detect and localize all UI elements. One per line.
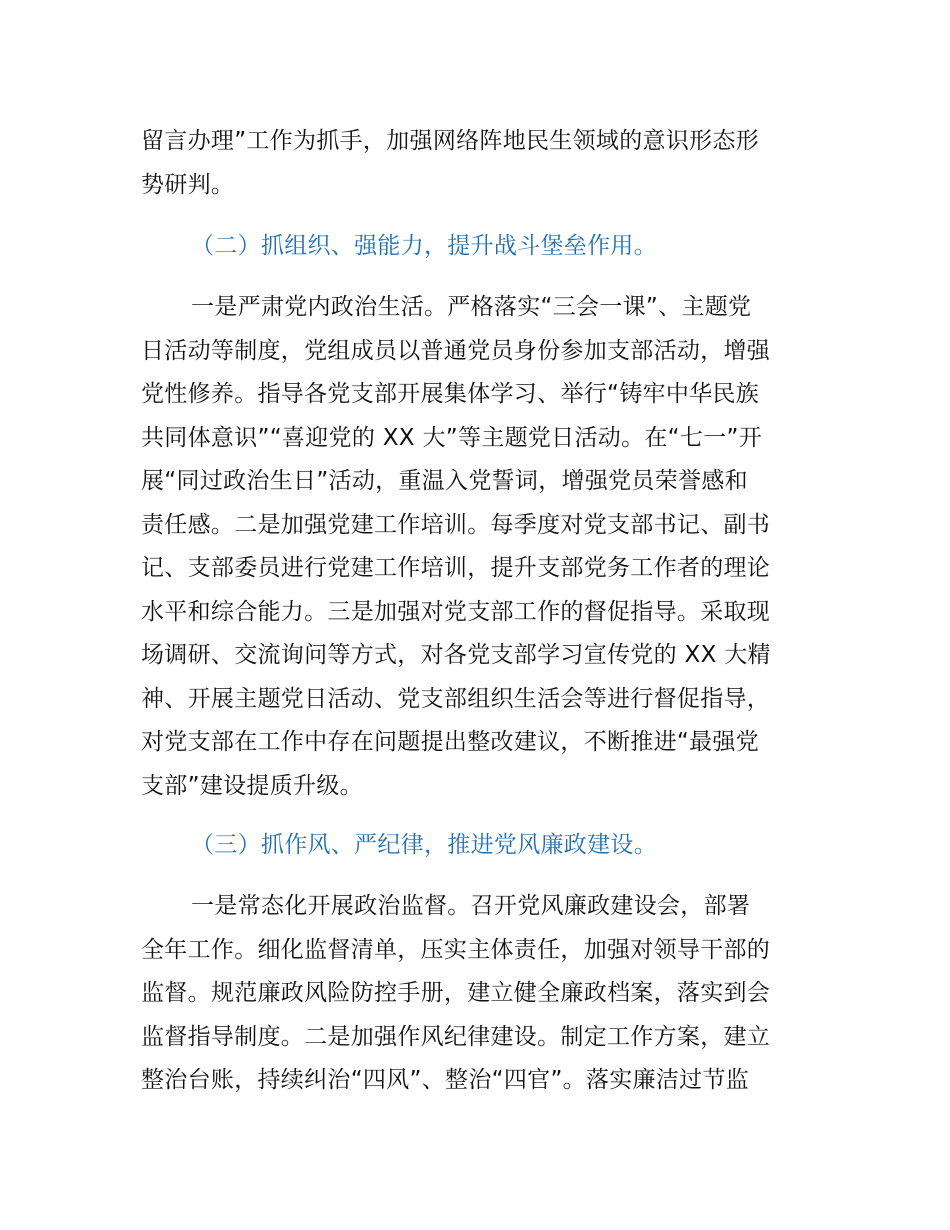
section-heading: （三）抓作风、严纪律，推进党风廉政建设。: [191, 832, 657, 858]
paragraph-line: 监督指导制度。二是加强作风纪律建设。制定工作方案，建立: [141, 1024, 771, 1050]
paragraph-line: 支部”建设提质升级。: [141, 773, 363, 799]
paragraph-line: 势研判。: [141, 172, 235, 198]
paragraph-line: 整治台账，持续纠治“四风”、整治“四官”。落实廉洁过节监: [141, 1067, 750, 1093]
paragraph-line: 对党支部在工作中存在问题提出整改建议，不断推进“最强党: [141, 729, 760, 755]
paragraph-line: 记、支部委员进行党建工作培训，提升支部党务工作者的理论: [141, 555, 771, 581]
paragraph-line: 展“同过政治生日”活动，重温入党誓词，增强党员荣誉感和: [141, 468, 748, 494]
paragraph-line: 一是严肃党内政治生活。严格落实“三会一课”、主题党: [191, 294, 752, 320]
paragraph-line: 日活动等制度，党组成员以普通党员身份参加支部活动，增强: [141, 338, 771, 364]
paragraph-line: 共同体意识”“喜迎党的 XX 大”等主题党日活动。在“七一”开: [141, 425, 763, 451]
paragraph-line: 监督。规范廉政风险防控手册，建立健全廉政档案，落实到会: [141, 980, 771, 1006]
paragraph-line: 党性修养。指导各党支部开展集体学习、举行“铸牢中华民族: [141, 381, 760, 407]
paragraph-line: 留言办理”工作为抓手，加强网络阵地民生领域的意识形态形: [141, 128, 760, 154]
section-heading: （二）抓组织、强能力，提升战斗堡垒作用。: [191, 233, 657, 259]
paragraph-line: 水平和综合能力。三是加强对党支部工作的督促指导。采取现: [141, 599, 771, 625]
paragraph-line: 场调研、交流询问等方式，对各党支部学习宣传党的 XX 大精: [141, 642, 771, 668]
paragraph-line: 全年工作。细化监督清单，压实主体责任，加强对领导干部的: [141, 937, 771, 963]
paragraph-line: 一是常态化开展政治监督。召开党风廉政建设会，部署: [191, 893, 751, 919]
paragraph-line: 神、开展主题党日活动、党支部组织生活会等进行督促指导，: [141, 686, 771, 712]
paragraph-line: 责任感。二是加强党建工作培训。每季度对党支部书记、副书: [141, 512, 771, 538]
